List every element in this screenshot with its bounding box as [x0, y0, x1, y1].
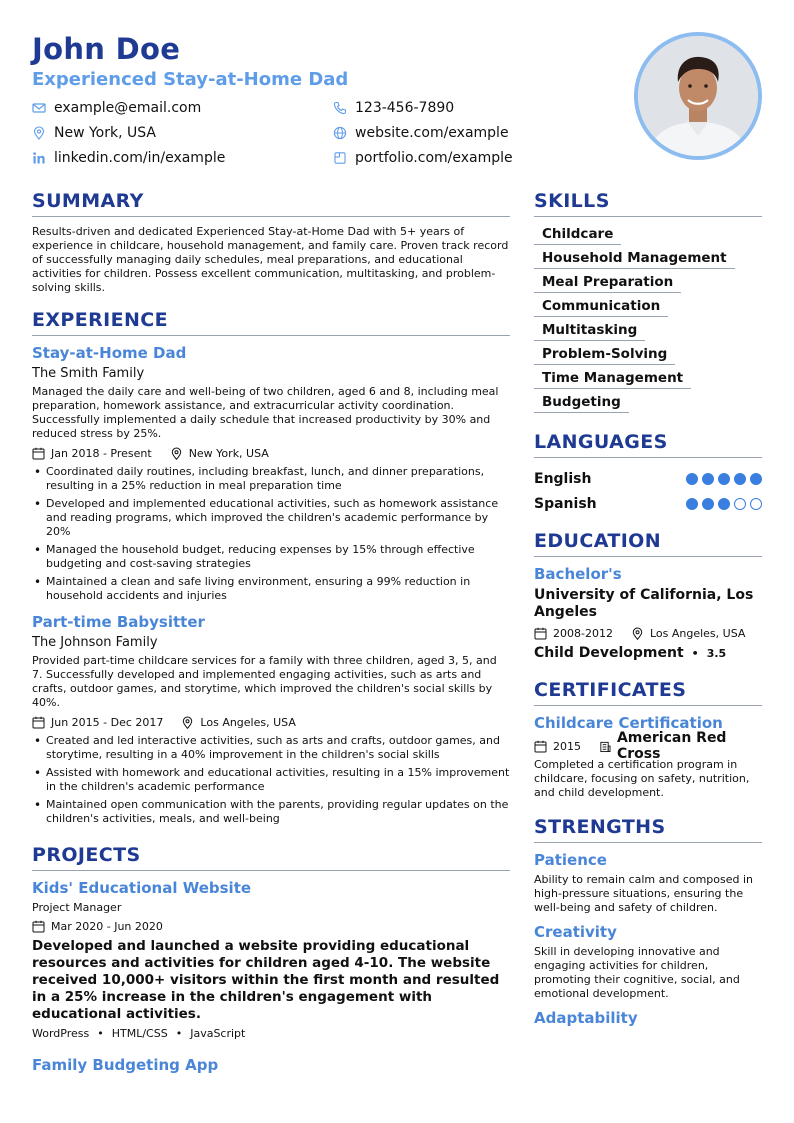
- job-meta: [32, 714, 510, 730]
- bullet-item: • Maintained a clean and safe living environment, ensuring a 99% reduction in household accidents and injuries: [32, 575, 510, 603]
- certificate-meta: [534, 730, 762, 762]
- project-description: Developed and launched a website providing educational resources and activities for children aged 4-10. The website received 10,000+ visitors within the first month and resulted in a 25% increase in the children's engagement with educational activities.: [32, 938, 500, 1022]
- job-entry: [32, 344, 510, 603]
- language-row: [534, 466, 762, 491]
- linkedin-icon: [32, 151, 46, 165]
- contact-portfolio[interactable]: [333, 148, 513, 168]
- profile-photo: [634, 32, 762, 160]
- strength-name: Adaptability: [534, 1009, 638, 1027]
- education-section: [534, 530, 762, 661]
- skill-tag: Communication: [534, 297, 668, 317]
- field-separator: •: [691, 646, 699, 660]
- skills-list: [534, 225, 762, 417]
- bullet-item: • Coordinated daily routines, including breakfast, lunch, and dinner preparations, resulting in a 25% reduction in meal preparation time: [32, 465, 510, 493]
- language-level-dots: [686, 498, 762, 510]
- bullet-item: • Assisted with homework and educational activities, resulting in a 15% improvement in the children's academic performance: [32, 766, 510, 794]
- language-name: Spanish: [534, 495, 597, 512]
- level-dot-empty: [750, 498, 762, 510]
- job-location: New York, USA: [188, 446, 269, 460]
- language-row: [534, 491, 762, 516]
- contact-location-text: New York, USA: [54, 125, 156, 141]
- languages-section: [534, 431, 762, 516]
- project-tech-list: [32, 1027, 510, 1040]
- education-meta: [534, 625, 762, 641]
- education-school: University of California, Los Angeles: [534, 587, 754, 620]
- job-role: Stay-at-Home Dad: [32, 344, 187, 362]
- bullet-item: • Created and led interactive activities, such as arts and crafts, outdoor games, and storytime, resulting in a 40% improvement in the children's social skills: [32, 734, 510, 762]
- strengths-heading: STRENGTHS: [534, 816, 762, 843]
- skills-section: [534, 190, 762, 417]
- education-field-row: [534, 645, 762, 661]
- experience-section: [32, 309, 510, 826]
- summary-text: Results-driven and dedicated Experienced Stay-at-Home Dad with 5+ years of experience in childcare, household management, and family care. Proven track record of successfully managing daily schedules, meal preparations, and educational activities for children. Possess excellent communication, multitasking, and problem-solving skills.: [32, 225, 509, 294]
- projects-section: [32, 844, 510, 1074]
- project-name: Family Budgeting App: [32, 1056, 219, 1074]
- contact-website-text: website.com/example: [355, 125, 509, 141]
- certificates-section: [534, 679, 762, 800]
- bullet-item: • Managed the household budget, reducing expenses by 15% through effective budgeting and cost-saving strategies: [32, 543, 510, 571]
- level-dot-filled: [718, 473, 730, 485]
- candidate-headline: Experienced Stay-at-Home Dad: [32, 69, 349, 90]
- certificate-year: 2015: [553, 739, 581, 753]
- job-company: The Johnson Family: [32, 635, 158, 650]
- job-entry: [32, 613, 510, 826]
- contact-location: [32, 123, 156, 143]
- job-bullets: [32, 465, 510, 603]
- skills-heading: SKILLS: [534, 190, 762, 217]
- project-entry: [32, 879, 510, 1040]
- job-description: Managed the daily care and well-being of two children, aged 6 and 8, including meal preparation, homework assistance, and extracurricular activity coordination. Successfully implemented a daily schedule that increased productivity by 30% and reduced stress by 25%.: [32, 385, 499, 440]
- location-pin-icon: [181, 716, 194, 729]
- level-dot-filled: [734, 473, 746, 485]
- right-column: [534, 190, 762, 1027]
- skill-tag: Time Management: [534, 369, 691, 389]
- project-entry: [32, 1056, 510, 1074]
- contact-portfolio-text: portfolio.com/example: [355, 150, 513, 166]
- job-dates: Jan 2018 - Present: [51, 446, 152, 460]
- job-company: The Smith Family: [32, 366, 145, 381]
- calendar-icon: [32, 447, 45, 460]
- calendar-icon: [32, 716, 45, 729]
- certificates-heading: CERTIFICATES: [534, 679, 762, 706]
- strength-description: Ability to remain calm and composed in high-pressure situations, ensuring the well-being and safety of children.: [534, 873, 754, 914]
- calendar-icon: [534, 627, 547, 640]
- projects-heading: PROJECTS: [32, 844, 510, 871]
- institution-icon: [599, 740, 611, 753]
- job-meta: [32, 445, 510, 461]
- contact-linkedin-text: linkedin.com/in/example: [54, 150, 226, 166]
- contact-email-text: example@email.com: [54, 100, 202, 116]
- education-heading: EDUCATION: [534, 530, 762, 557]
- education-dates: 2008-2012: [553, 626, 613, 640]
- left-column: [32, 190, 510, 1074]
- project-meta: [32, 918, 510, 934]
- level-dot-filled: [686, 473, 698, 485]
- contact-phone-text: 123-456-7890: [355, 100, 455, 116]
- strengths-section: [534, 816, 762, 1027]
- job-location: Los Angeles, USA: [200, 715, 296, 729]
- education-field: Child Development: [534, 645, 684, 661]
- strength-name: Creativity: [534, 923, 617, 941]
- strength-description: Skill in developing innovative and engaging activities for children, promoting their cognitive, social, and emotional development.: [534, 945, 740, 1000]
- location-pin-icon: [170, 447, 183, 460]
- language-level-dots: [686, 473, 762, 485]
- level-dot-filled: [718, 498, 730, 510]
- project-role: Project Manager: [32, 901, 122, 914]
- job-dates: Jun 2015 - Dec 2017: [51, 715, 164, 729]
- tech-item: HTML/CSS: [111, 1027, 168, 1040]
- project-name: Kids' Educational Website: [32, 879, 252, 897]
- bullet-item: • Developed and implemented educational activities, such as homework assistance and reading programs, which improved the children's academic performance by 20%: [32, 497, 510, 539]
- languages-heading: LANGUAGES: [534, 431, 762, 458]
- skill-tag: Problem-Solving: [534, 345, 675, 365]
- certificate-description: Completed a certification program in childcare, focusing on safety, nutrition, and child development.: [534, 758, 750, 799]
- skill-tag: Household Management: [534, 249, 735, 269]
- job-role: Part-time Babysitter: [32, 613, 205, 631]
- tech-separator: •: [175, 1027, 183, 1040]
- skill-tag: Meal Preparation: [534, 273, 681, 293]
- job-bullets: [32, 734, 510, 826]
- contact-email[interactable]: [32, 98, 201, 118]
- level-dot-filled: [702, 473, 714, 485]
- level-dot-filled: [750, 473, 762, 485]
- skill-tag: Multitasking: [534, 321, 645, 341]
- summary-heading: SUMMARY: [32, 190, 510, 217]
- calendar-icon: [534, 740, 547, 753]
- education-gpa: 3.5: [706, 646, 727, 660]
- contact-phone[interactable]: [333, 98, 454, 118]
- location-pin-icon: [631, 627, 644, 640]
- candidate-name: John Doe: [32, 32, 181, 66]
- calendar-icon: [32, 920, 45, 933]
- education-degree: Bachelor's: [534, 565, 622, 583]
- location-pin-icon: [32, 126, 46, 140]
- project-dates: Mar 2020 - Jun 2020: [51, 919, 163, 933]
- job-description: Provided part-time childcare services for a family with three children, aged 3, 5, and 7. Successfully developed and implemented engaging activities, such as arts and crafts, outdoor games, and storytime, which improved the children's social skills by 40%.: [32, 654, 497, 709]
- summary-section: [32, 190, 510, 295]
- skill-tag: Childcare: [534, 225, 621, 245]
- language-name: English: [534, 470, 592, 487]
- experience-heading: EXPERIENCE: [32, 309, 510, 336]
- email-icon: [32, 101, 46, 115]
- education-location: Los Angeles, USA: [649, 626, 746, 640]
- tech-separator: •: [97, 1027, 104, 1040]
- certificate-issuer: American Red Cross: [616, 730, 727, 762]
- skill-tag: Budgeting: [534, 393, 629, 413]
- contact-linkedin[interactable]: [32, 148, 225, 168]
- certificate-name: Childcare Certification: [534, 714, 723, 732]
- level-dot-filled: [686, 498, 698, 510]
- phone-icon: [333, 101, 347, 115]
- globe-icon: [333, 126, 347, 140]
- contact-website[interactable]: [333, 123, 509, 143]
- avatar-illustration: [638, 36, 758, 156]
- tech-item: JavaScript: [190, 1027, 246, 1040]
- level-dot-empty: [734, 498, 746, 510]
- tech-item: WordPress: [32, 1027, 90, 1040]
- portfolio-icon: [333, 151, 347, 165]
- bullet-item: • Maintained open communication with the parents, providing regular updates on the children's activities, meals, and well-being: [32, 798, 510, 826]
- level-dot-filled: [702, 498, 714, 510]
- strength-name: Patience: [534, 851, 607, 869]
